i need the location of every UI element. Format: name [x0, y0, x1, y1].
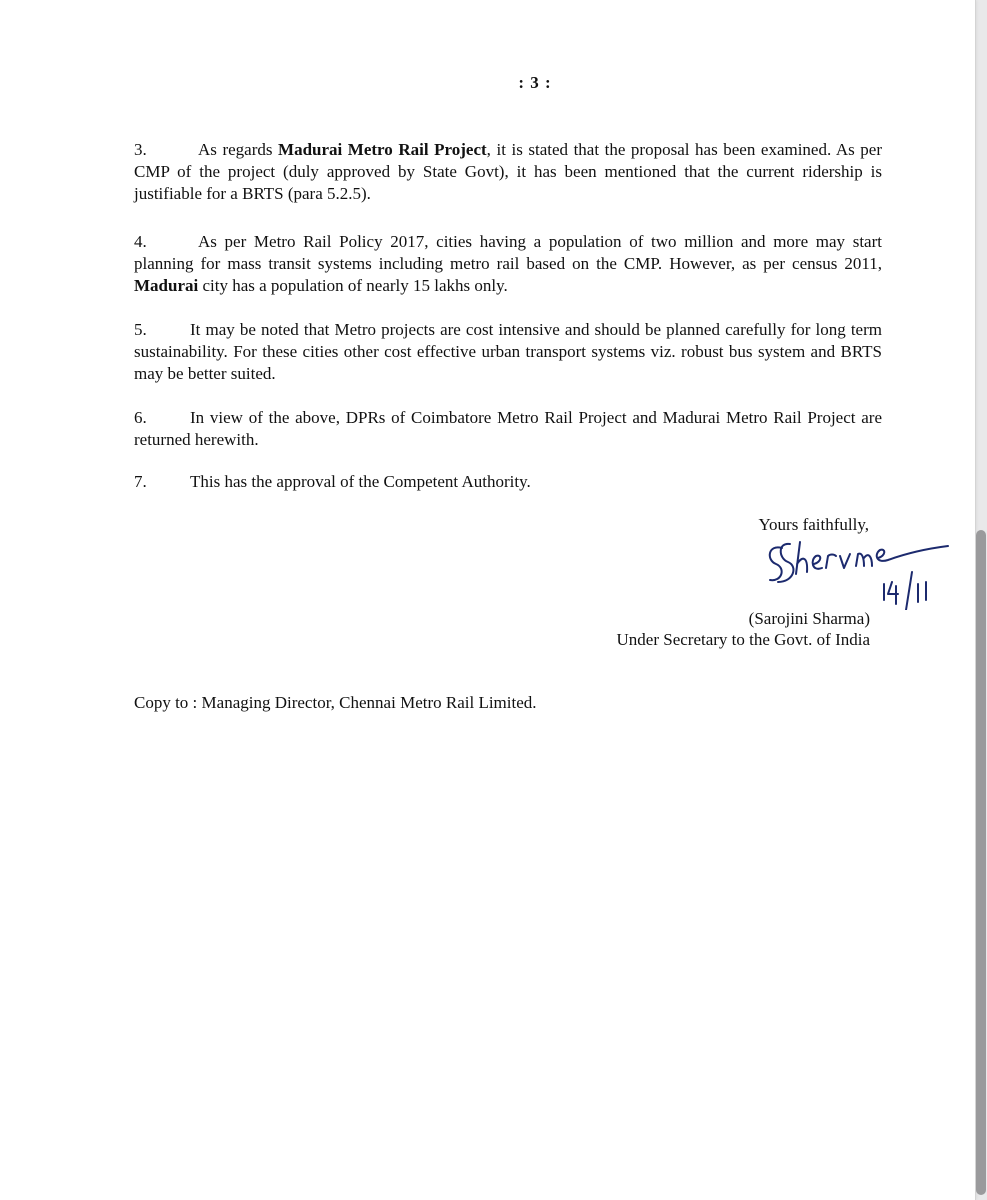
vertical-scrollbar[interactable] — [975, 0, 987, 1200]
signer-name: (Sarojini Sharma) — [748, 609, 870, 628]
paragraph-3 — [134, 139, 882, 205]
signer-title: Under Secretary to the Govt. of India — [616, 630, 870, 649]
paragraph-text: As per Metro Rail Policy 2017, cities having a population of two million and more may start planning for mass transit systems including metro rail based on the CMP. However, as per census 2011, — [134, 232, 882, 273]
copy-to-line: Copy to : Managing Director, Chennai Metro Rail Limited. — [134, 693, 537, 712]
handwritten-signature — [760, 538, 950, 610]
paragraph-number: 3. — [134, 140, 147, 159]
paragraph-text: city has a population of nearly 15 lakhs only. — [198, 276, 508, 295]
paragraph-7 — [134, 471, 882, 493]
closing-salutation: Yours faithfully, — [758, 515, 869, 534]
paragraph-bold-text: Madurai Metro Rail Project — [278, 140, 487, 159]
scrollbar-thumb[interactable] — [976, 530, 986, 1195]
paragraph-text: It may be noted that Metro projects are cost intensive and should be planned carefully for long term sustainability. For these cities other cost effective urban transport systems viz. robust bus system and BRTS may be better suited. — [134, 320, 882, 383]
paragraph-number: 5. — [134, 320, 147, 339]
paragraph-text: In view of the above, DPRs of Coimbatore Metro Rail Project and Madurai Metro Rail Project are returned herewith. — [134, 408, 882, 449]
paragraph-text: As regards — [198, 140, 279, 159]
paragraph-6 — [134, 407, 882, 451]
paragraph-4 — [134, 231, 882, 297]
paragraph-number: 6. — [134, 408, 147, 427]
page-number: : 3 : — [518, 73, 552, 92]
paragraph-number: 4. — [134, 232, 147, 251]
paragraph-text: This has the approval of the Competent Authority. — [190, 472, 531, 491]
paragraph-number: 7. — [134, 472, 147, 491]
paragraph-bold-text: Madurai — [134, 276, 199, 295]
paragraph-5 — [134, 319, 882, 385]
paragraph-text: , it is stated that the proposal has been examined. As per CMP of the project (duly approved by State Govt), it has been mentioned that the current ridership is justifiable for a BRTS (para 5.2.5). — [134, 140, 882, 203]
